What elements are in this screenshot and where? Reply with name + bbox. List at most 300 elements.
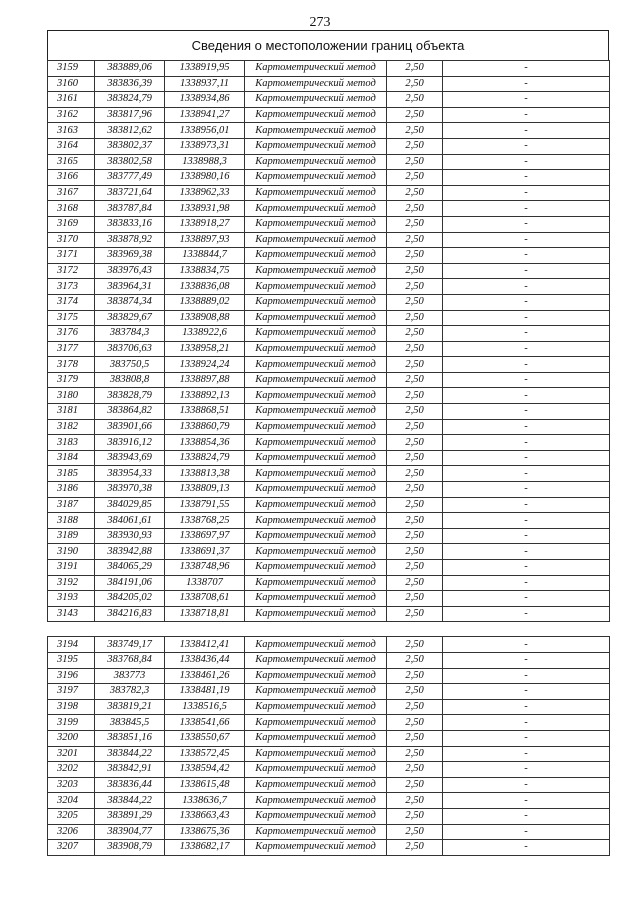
accuracy-cell: 2,50 xyxy=(387,715,443,731)
point-number-cell: 3176 xyxy=(48,326,95,342)
y-coordinate-cell: 1338844,7 xyxy=(165,248,245,264)
point-number-cell: 3174 xyxy=(48,294,95,310)
accuracy-cell: 2,50 xyxy=(387,684,443,700)
point-number-cell: 3177 xyxy=(48,341,95,357)
table-row xyxy=(48,637,610,653)
method-cell: Картометрический метод xyxy=(245,637,387,653)
note-cell: - xyxy=(443,450,610,466)
accuracy-cell: 2,50 xyxy=(387,248,443,264)
table-row xyxy=(48,404,610,420)
table-row xyxy=(48,777,610,793)
coordinates-document xyxy=(47,30,609,856)
method-cell: Картометрический метод xyxy=(245,668,387,684)
y-coordinate-cell: 1338892,13 xyxy=(165,388,245,404)
table-row xyxy=(48,715,610,731)
x-coordinate-cell: 384061,61 xyxy=(95,513,165,529)
method-cell: Картометрический метод xyxy=(245,824,387,840)
accuracy-cell: 2,50 xyxy=(387,824,443,840)
accuracy-cell: 2,50 xyxy=(387,419,443,435)
note-cell: - xyxy=(443,544,610,560)
table-row xyxy=(48,762,610,778)
method-cell: Картометрический метод xyxy=(245,606,387,622)
x-coordinate-cell: 383828,79 xyxy=(95,388,165,404)
x-coordinate-cell: 383844,22 xyxy=(95,793,165,809)
point-number-cell: 3192 xyxy=(48,575,95,591)
note-cell: - xyxy=(443,497,610,513)
table-row xyxy=(48,466,610,482)
x-coordinate-cell: 384191,06 xyxy=(95,575,165,591)
x-coordinate-cell: 383908,79 xyxy=(95,840,165,856)
y-coordinate-cell: 1338691,37 xyxy=(165,544,245,560)
point-number-cell: 3170 xyxy=(48,232,95,248)
point-number-cell: 3166 xyxy=(48,170,95,186)
y-coordinate-cell: 1338941,27 xyxy=(165,107,245,123)
table-row xyxy=(48,746,610,762)
y-coordinate-cell: 1338918,27 xyxy=(165,216,245,232)
method-cell: Картометрический метод xyxy=(245,684,387,700)
x-coordinate-cell: 383812,62 xyxy=(95,123,165,139)
note-cell: - xyxy=(443,715,610,731)
note-cell: - xyxy=(443,793,610,809)
y-coordinate-cell: 1338682,17 xyxy=(165,840,245,856)
note-cell: - xyxy=(443,684,610,700)
y-coordinate-cell: 1338768,25 xyxy=(165,513,245,529)
table-row xyxy=(48,326,610,342)
accuracy-cell: 2,50 xyxy=(387,560,443,576)
x-coordinate-cell: 383833,16 xyxy=(95,216,165,232)
table-row xyxy=(48,294,610,310)
y-coordinate-cell: 1338897,88 xyxy=(165,372,245,388)
table-row xyxy=(48,482,610,498)
x-coordinate-cell: 383964,31 xyxy=(95,279,165,295)
note-cell: - xyxy=(443,107,610,123)
table-row xyxy=(48,575,610,591)
method-cell: Картометрический метод xyxy=(245,419,387,435)
accuracy-cell: 2,50 xyxy=(387,591,443,607)
method-cell: Картометрический метод xyxy=(245,591,387,607)
x-coordinate-cell: 383808,8 xyxy=(95,372,165,388)
y-coordinate-cell: 1338956,01 xyxy=(165,123,245,139)
y-coordinate-cell: 1338748,96 xyxy=(165,560,245,576)
note-cell: - xyxy=(443,76,610,92)
table-row xyxy=(48,513,610,529)
accuracy-cell: 2,50 xyxy=(387,482,443,498)
x-coordinate-cell: 383802,37 xyxy=(95,138,165,154)
method-cell: Картометрический метод xyxy=(245,466,387,482)
table-row xyxy=(48,170,610,186)
x-coordinate-cell: 383891,29 xyxy=(95,808,165,824)
note-cell: - xyxy=(443,591,610,607)
point-number-cell: 3207 xyxy=(48,840,95,856)
x-coordinate-cell: 383773 xyxy=(95,668,165,684)
y-coordinate-cell: 1338663,43 xyxy=(165,808,245,824)
y-coordinate-cell: 1338854,36 xyxy=(165,435,245,451)
table-row xyxy=(48,497,610,513)
point-number-cell: 3186 xyxy=(48,482,95,498)
note-cell: - xyxy=(443,699,610,715)
point-number-cell: 3205 xyxy=(48,808,95,824)
table-row xyxy=(48,793,610,809)
method-cell: Картометрический метод xyxy=(245,777,387,793)
note-cell: - xyxy=(443,263,610,279)
method-cell: Картометрический метод xyxy=(245,808,387,824)
y-coordinate-cell: 1338908,88 xyxy=(165,310,245,326)
method-cell: Картометрический метод xyxy=(245,388,387,404)
method-cell: Картометрический метод xyxy=(245,232,387,248)
x-coordinate-cell: 383706,63 xyxy=(95,341,165,357)
accuracy-cell: 2,50 xyxy=(387,185,443,201)
x-coordinate-cell: 383878,92 xyxy=(95,232,165,248)
table-row xyxy=(48,248,610,264)
point-number-cell: 3193 xyxy=(48,591,95,607)
y-coordinate-cell: 1338541,66 xyxy=(165,715,245,731)
point-number-cell: 3189 xyxy=(48,528,95,544)
method-cell: Картометрический метод xyxy=(245,248,387,264)
note-cell: - xyxy=(443,606,610,622)
method-cell: Картометрический метод xyxy=(245,216,387,232)
accuracy-cell: 2,50 xyxy=(387,497,443,513)
note-cell: - xyxy=(443,560,610,576)
y-coordinate-cell: 1338572,45 xyxy=(165,746,245,762)
x-coordinate-cell: 384205,02 xyxy=(95,591,165,607)
page-number: 273 xyxy=(309,15,331,30)
table-row xyxy=(48,388,610,404)
point-number-cell: 3167 xyxy=(48,185,95,201)
method-cell: Картометрический метод xyxy=(245,201,387,217)
accuracy-cell: 2,50 xyxy=(387,606,443,622)
table-row xyxy=(48,824,610,840)
note-cell: - xyxy=(443,138,610,154)
accuracy-cell: 2,50 xyxy=(387,668,443,684)
accuracy-cell: 2,50 xyxy=(387,513,443,529)
method-cell: Картометрический метод xyxy=(245,263,387,279)
note-cell: - xyxy=(443,61,610,77)
accuracy-cell: 2,50 xyxy=(387,170,443,186)
table-row xyxy=(48,730,610,746)
method-cell: Картометрический метод xyxy=(245,279,387,295)
note-cell: - xyxy=(443,388,610,404)
table-row xyxy=(48,76,610,92)
table-title: Сведения о местоположении границ объекта xyxy=(47,30,609,60)
x-coordinate-cell: 383916,12 xyxy=(95,435,165,451)
y-coordinate-cell: 1338836,08 xyxy=(165,279,245,295)
y-coordinate-cell: 1338937,11 xyxy=(165,76,245,92)
x-coordinate-cell: 383842,91 xyxy=(95,762,165,778)
x-coordinate-cell: 383851,16 xyxy=(95,730,165,746)
method-cell: Картометрический метод xyxy=(245,294,387,310)
note-cell: - xyxy=(443,746,610,762)
method-cell: Картометрический метод xyxy=(245,185,387,201)
accuracy-cell: 2,50 xyxy=(387,777,443,793)
x-coordinate-cell: 383976,43 xyxy=(95,263,165,279)
method-cell: Картометрический метод xyxy=(245,138,387,154)
point-number-cell: 3197 xyxy=(48,684,95,700)
point-number-cell: 3204 xyxy=(48,793,95,809)
method-cell: Картометрический метод xyxy=(245,123,387,139)
table-row xyxy=(48,544,610,560)
method-cell: Картометрический метод xyxy=(245,497,387,513)
y-coordinate-cell: 1338809,13 xyxy=(165,482,245,498)
method-cell: Картометрический метод xyxy=(245,528,387,544)
table-row xyxy=(48,232,610,248)
point-number-cell: 3178 xyxy=(48,357,95,373)
accuracy-cell: 2,50 xyxy=(387,637,443,653)
table-row xyxy=(48,107,610,123)
method-cell: Картометрический метод xyxy=(245,154,387,170)
method-cell: Картометрический метод xyxy=(245,762,387,778)
y-coordinate-cell: 1338924,24 xyxy=(165,357,245,373)
y-coordinate-cell: 1338718,81 xyxy=(165,606,245,622)
note-cell: - xyxy=(443,232,610,248)
accuracy-cell: 2,50 xyxy=(387,341,443,357)
point-number-cell: 3180 xyxy=(48,388,95,404)
accuracy-cell: 2,50 xyxy=(387,466,443,482)
y-coordinate-cell: 1338931,98 xyxy=(165,201,245,217)
point-number-cell: 3169 xyxy=(48,216,95,232)
x-coordinate-cell: 383784,3 xyxy=(95,326,165,342)
table-row xyxy=(48,92,610,108)
x-coordinate-cell: 383836,44 xyxy=(95,777,165,793)
point-number-cell: 3162 xyxy=(48,107,95,123)
y-coordinate-cell: 1338412,41 xyxy=(165,637,245,653)
method-cell: Картометрический метод xyxy=(245,715,387,731)
accuracy-cell: 2,50 xyxy=(387,357,443,373)
method-cell: Картометрический метод xyxy=(245,793,387,809)
point-number-cell: 3175 xyxy=(48,310,95,326)
table-row xyxy=(48,560,610,576)
x-coordinate-cell: 383904,77 xyxy=(95,824,165,840)
y-coordinate-cell: 1338973,31 xyxy=(165,138,245,154)
y-coordinate-cell: 1338615,48 xyxy=(165,777,245,793)
note-cell: - xyxy=(443,730,610,746)
table-row xyxy=(48,154,610,170)
point-number-cell: 3198 xyxy=(48,699,95,715)
point-number-cell: 3168 xyxy=(48,201,95,217)
table-row xyxy=(48,372,610,388)
note-cell: - xyxy=(443,840,610,856)
note-cell: - xyxy=(443,419,610,435)
x-coordinate-cell: 383777,49 xyxy=(95,170,165,186)
x-coordinate-cell: 383750,5 xyxy=(95,357,165,373)
point-number-cell: 3179 xyxy=(48,372,95,388)
x-coordinate-cell: 383864,82 xyxy=(95,404,165,420)
method-cell: Картометрический метод xyxy=(245,170,387,186)
x-coordinate-cell: 383787,84 xyxy=(95,201,165,217)
point-number-cell: 3187 xyxy=(48,497,95,513)
y-coordinate-cell: 1338708,61 xyxy=(165,591,245,607)
point-number-cell: 3183 xyxy=(48,435,95,451)
accuracy-cell: 2,50 xyxy=(387,263,443,279)
accuracy-cell: 2,50 xyxy=(387,404,443,420)
x-coordinate-cell: 384065,29 xyxy=(95,560,165,576)
accuracy-cell: 2,50 xyxy=(387,216,443,232)
accuracy-cell: 2,50 xyxy=(387,138,443,154)
x-coordinate-cell: 383845,5 xyxy=(95,715,165,731)
point-number-cell: 3195 xyxy=(48,652,95,668)
y-coordinate-cell: 1338868,51 xyxy=(165,404,245,420)
table-row xyxy=(48,185,610,201)
table-row xyxy=(48,419,610,435)
accuracy-cell: 2,50 xyxy=(387,762,443,778)
accuracy-cell: 2,50 xyxy=(387,793,443,809)
y-coordinate-cell: 1338707 xyxy=(165,575,245,591)
method-cell: Картометрический метод xyxy=(245,357,387,373)
table-body xyxy=(48,61,610,856)
y-coordinate-cell: 1338962,33 xyxy=(165,185,245,201)
note-cell: - xyxy=(443,637,610,653)
point-number-cell: 3163 xyxy=(48,123,95,139)
note-cell: - xyxy=(443,482,610,498)
point-number-cell: 3159 xyxy=(48,61,95,77)
x-coordinate-cell: 383943,69 xyxy=(95,450,165,466)
x-coordinate-cell: 383829,67 xyxy=(95,310,165,326)
accuracy-cell: 2,50 xyxy=(387,652,443,668)
accuracy-cell: 2,50 xyxy=(387,326,443,342)
x-coordinate-cell: 384029,85 xyxy=(95,497,165,513)
method-cell: Картометрический метод xyxy=(245,61,387,77)
method-cell: Картометрический метод xyxy=(245,92,387,108)
point-number-cell: 3196 xyxy=(48,668,95,684)
y-coordinate-cell: 1338897,93 xyxy=(165,232,245,248)
method-cell: Картометрический метод xyxy=(245,372,387,388)
point-number-cell: 3182 xyxy=(48,419,95,435)
point-number-cell: 3188 xyxy=(48,513,95,529)
note-cell: - xyxy=(443,185,610,201)
note-cell: - xyxy=(443,777,610,793)
method-cell: Картометрический метод xyxy=(245,544,387,560)
note-cell: - xyxy=(443,92,610,108)
note-cell: - xyxy=(443,762,610,778)
method-cell: Картометрический метод xyxy=(245,575,387,591)
x-coordinate-cell: 383721,64 xyxy=(95,185,165,201)
accuracy-cell: 2,50 xyxy=(387,730,443,746)
note-cell: - xyxy=(443,404,610,420)
y-coordinate-cell: 1338889,02 xyxy=(165,294,245,310)
y-coordinate-cell: 1338697,97 xyxy=(165,528,245,544)
table-row xyxy=(48,591,610,607)
accuracy-cell: 2,50 xyxy=(387,232,443,248)
note-cell: - xyxy=(443,528,610,544)
x-coordinate-cell: 383874,34 xyxy=(95,294,165,310)
x-coordinate-cell: 383901,66 xyxy=(95,419,165,435)
note-cell: - xyxy=(443,466,610,482)
y-coordinate-cell: 1338550,67 xyxy=(165,730,245,746)
accuracy-cell: 2,50 xyxy=(387,92,443,108)
note-cell: - xyxy=(443,326,610,342)
note-cell: - xyxy=(443,341,610,357)
section-divider xyxy=(48,622,610,637)
note-cell: - xyxy=(443,357,610,373)
method-cell: Картометрический метод xyxy=(245,107,387,123)
method-cell: Картометрический метод xyxy=(245,730,387,746)
x-coordinate-cell: 383954,33 xyxy=(95,466,165,482)
y-coordinate-cell: 1338824,79 xyxy=(165,450,245,466)
y-coordinate-cell: 1338461,26 xyxy=(165,668,245,684)
point-number-cell: 3203 xyxy=(48,777,95,793)
accuracy-cell: 2,50 xyxy=(387,201,443,217)
accuracy-cell: 2,50 xyxy=(387,528,443,544)
method-cell: Картометрический метод xyxy=(245,840,387,856)
accuracy-cell: 2,50 xyxy=(387,746,443,762)
table-row xyxy=(48,528,610,544)
y-coordinate-cell: 1338436,44 xyxy=(165,652,245,668)
table-row xyxy=(48,138,610,154)
note-cell: - xyxy=(443,248,610,264)
x-coordinate-cell: 383802,58 xyxy=(95,154,165,170)
accuracy-cell: 2,50 xyxy=(387,435,443,451)
method-cell: Картометрический метод xyxy=(245,404,387,420)
table-row xyxy=(48,652,610,668)
table-row xyxy=(48,279,610,295)
point-number-cell: 3190 xyxy=(48,544,95,560)
x-coordinate-cell: 383942,88 xyxy=(95,544,165,560)
point-number-cell: 3164 xyxy=(48,138,95,154)
x-coordinate-cell: 383749,17 xyxy=(95,637,165,653)
note-cell: - xyxy=(443,824,610,840)
y-coordinate-cell: 1338813,38 xyxy=(165,466,245,482)
table-row xyxy=(48,668,610,684)
method-cell: Картометрический метод xyxy=(245,341,387,357)
point-number-cell: 3202 xyxy=(48,762,95,778)
table-row xyxy=(48,201,610,217)
point-number-cell: 3160 xyxy=(48,76,95,92)
table-row xyxy=(48,310,610,326)
x-coordinate-cell: 383836,39 xyxy=(95,76,165,92)
point-number-cell: 3181 xyxy=(48,404,95,420)
accuracy-cell: 2,50 xyxy=(387,575,443,591)
x-coordinate-cell: 383817,96 xyxy=(95,107,165,123)
table-row xyxy=(48,216,610,232)
divider-cell xyxy=(48,622,610,637)
note-cell: - xyxy=(443,310,610,326)
point-number-cell: 3206 xyxy=(48,824,95,840)
coordinates-table xyxy=(47,60,610,856)
accuracy-cell: 2,50 xyxy=(387,279,443,295)
table-row xyxy=(48,699,610,715)
method-cell: Картометрический метод xyxy=(245,560,387,576)
x-coordinate-cell: 383930,93 xyxy=(95,528,165,544)
x-coordinate-cell: 383970,38 xyxy=(95,482,165,498)
point-number-cell: 3172 xyxy=(48,263,95,279)
method-cell: Картометрический метод xyxy=(245,326,387,342)
y-coordinate-cell: 1338834,75 xyxy=(165,263,245,279)
accuracy-cell: 2,50 xyxy=(387,310,443,326)
y-coordinate-cell: 1338919,95 xyxy=(165,61,245,77)
point-number-cell: 3194 xyxy=(48,637,95,653)
x-coordinate-cell: 383889,06 xyxy=(95,61,165,77)
table-row xyxy=(48,123,610,139)
y-coordinate-cell: 1338934,86 xyxy=(165,92,245,108)
note-cell: - xyxy=(443,123,610,139)
x-coordinate-cell: 383768,84 xyxy=(95,652,165,668)
point-number-cell: 3161 xyxy=(48,92,95,108)
accuracy-cell: 2,50 xyxy=(387,699,443,715)
point-number-cell: 3143 xyxy=(48,606,95,622)
point-number-cell: 3200 xyxy=(48,730,95,746)
point-number-cell: 3173 xyxy=(48,279,95,295)
accuracy-cell: 2,50 xyxy=(387,840,443,856)
y-coordinate-cell: 1338922,6 xyxy=(165,326,245,342)
y-coordinate-cell: 1338988,3 xyxy=(165,154,245,170)
note-cell: - xyxy=(443,513,610,529)
note-cell: - xyxy=(443,216,610,232)
table-row xyxy=(48,840,610,856)
y-coordinate-cell: 1338636,7 xyxy=(165,793,245,809)
table-row xyxy=(48,450,610,466)
method-cell: Картометрический метод xyxy=(245,450,387,466)
y-coordinate-cell: 1338958,21 xyxy=(165,341,245,357)
table-row xyxy=(48,606,610,622)
